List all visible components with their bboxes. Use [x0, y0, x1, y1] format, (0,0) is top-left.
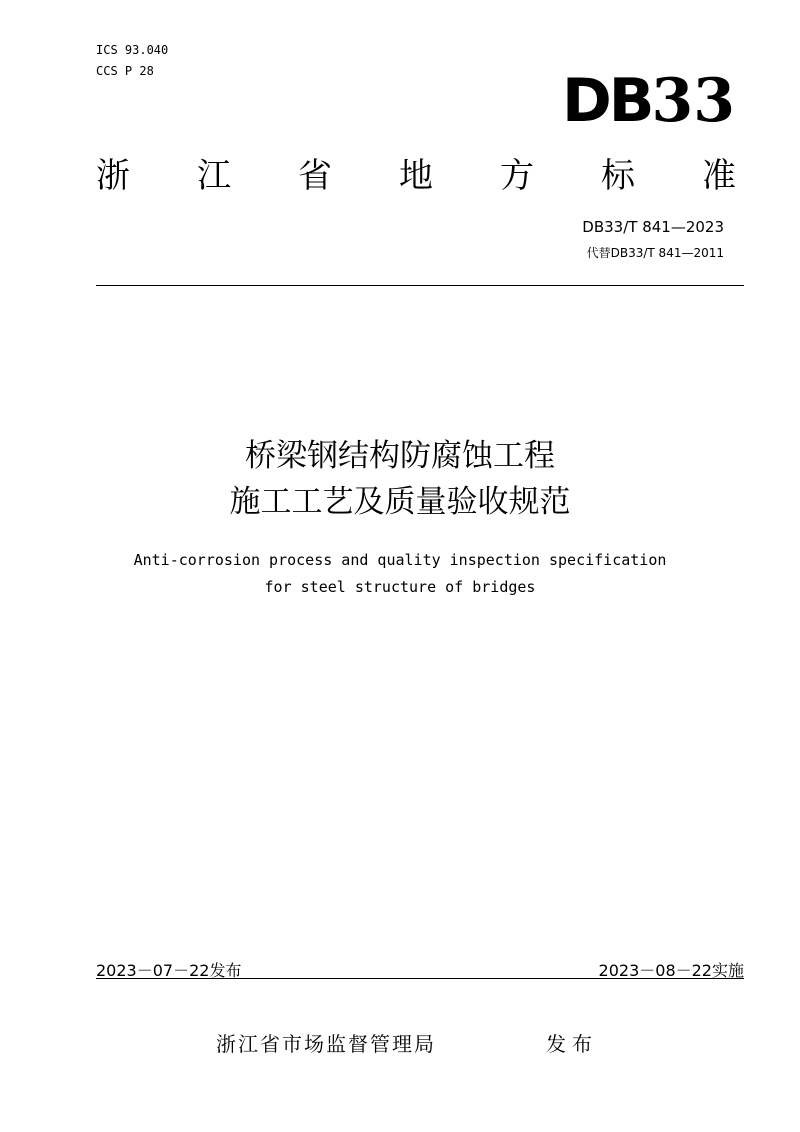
standard-type-char: 江 — [197, 156, 231, 196]
replaces-note: 代替DB33/T 841—2011 — [586, 246, 724, 260]
db33-logo — [562, 66, 742, 136]
english-title-line-1: Anti-corrosion process and quality inspection specification — [133, 551, 667, 569]
ics-code: ICS 93.040 — [96, 43, 169, 57]
classification-codes — [96, 40, 168, 82]
standard-type-char: 地 — [399, 156, 433, 196]
standard-type-char: 省 — [298, 156, 332, 196]
chinese-title-line-2: 施工工艺及质量验收规范 — [229, 484, 571, 520]
ccs-code: CCS P 28 — [96, 64, 154, 78]
standard-type-char: 准 — [702, 156, 736, 196]
logo-letters: DB — [562, 66, 652, 136]
logo-number: 33 — [651, 66, 736, 136]
chinese-title-line-1: 桥梁钢结构防腐蚀工程 — [245, 438, 555, 474]
standard-type-char: 方 — [500, 156, 534, 196]
bottom-divider — [96, 978, 744, 979]
english-title-line-2: for steel structure of bridges — [264, 578, 536, 596]
top-divider — [96, 285, 744, 286]
standard-type-char: 浙 — [96, 156, 130, 196]
standard-number: DB33/T 841—2023 — [582, 218, 724, 236]
implementation-date: 2023－08－22实施 — [598, 961, 744, 980]
issue-label: 发布 — [546, 1032, 598, 1056]
standard-type-heading — [96, 155, 736, 197]
standard-type-char: 标 — [601, 156, 635, 196]
issue-date: 2023－07－22发布 — [96, 961, 242, 980]
issuing-authority: 浙江省市场监督管理局 — [216, 1032, 436, 1056]
